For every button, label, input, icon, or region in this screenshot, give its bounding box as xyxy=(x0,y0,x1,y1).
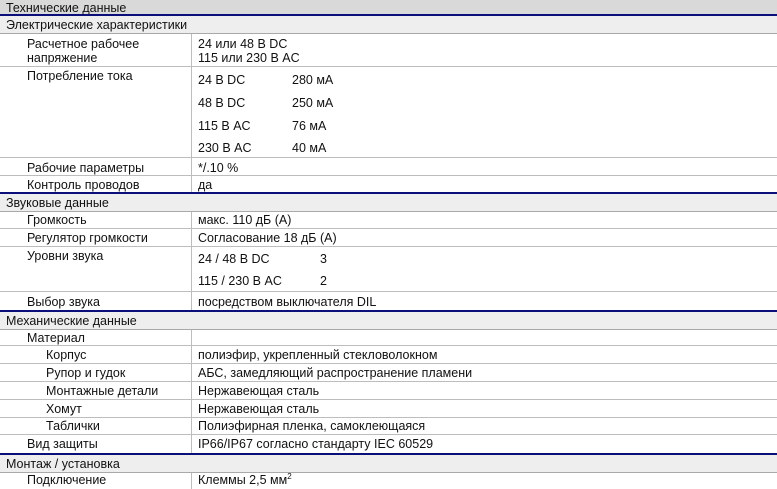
row-divider xyxy=(0,399,777,400)
operating-value: */.10 % xyxy=(198,161,239,175)
current-value: 76 мА xyxy=(292,119,327,133)
section-mechanical xyxy=(0,312,777,330)
section-heading: Звуковые данные xyxy=(6,196,109,210)
row-divider xyxy=(0,417,777,418)
rated-voltage-label: Расчетное рабочее xyxy=(27,37,140,51)
section-heading: Электрические характеристики xyxy=(6,18,188,32)
connection-label: Подключение xyxy=(27,473,107,487)
title-bar xyxy=(0,0,777,16)
row-divider xyxy=(0,434,777,435)
horn-value: АБС, замедляющий распространение пламени xyxy=(198,366,473,380)
row-divider xyxy=(0,291,777,292)
connection-value-text: Клеммы 2,5 мм xyxy=(198,473,288,487)
current-voltage: 48 В DC xyxy=(198,96,246,110)
row-divider xyxy=(0,363,777,364)
rated-voltage-value-2: 115 или 230 В AC xyxy=(198,51,300,65)
mounting-parts-value: Нержавеющая сталь xyxy=(198,384,320,398)
wire-check-value: да xyxy=(198,178,213,192)
section-sound xyxy=(0,194,777,212)
clamp-value: Нержавеющая сталь xyxy=(198,402,320,416)
wire-check-label: Контроль проводов xyxy=(27,178,140,192)
column-divider xyxy=(191,473,192,489)
current-value: 250 мА xyxy=(292,96,334,110)
section-heading: Механические данные xyxy=(6,314,137,328)
row-divider xyxy=(0,175,777,176)
rated-voltage-label-2: напряжение xyxy=(27,51,98,65)
protection-value: IP66/IP67 согласно стандарту IEC 60529 xyxy=(198,437,434,451)
row-divider xyxy=(0,345,777,346)
current-voltage: 230 В AC xyxy=(198,141,252,155)
housing-value: полиэфир, укрепленный стекловолокном xyxy=(198,348,438,362)
clamp-label: Хомут xyxy=(46,402,82,416)
current-label: Потребление тока xyxy=(27,69,133,83)
plates-label: Таблички xyxy=(46,419,100,433)
horn-label: Рупор и гудок xyxy=(46,366,126,380)
section-heading: Монтаж / установка xyxy=(6,457,120,471)
housing-label: Корпус xyxy=(46,348,87,362)
sound-level-count: 2 xyxy=(320,274,327,288)
column-divider xyxy=(191,34,192,192)
sound-level-count: 3 xyxy=(320,252,327,266)
connection-value-superscript: 2 xyxy=(287,472,292,481)
operating-label: Рабочие параметры xyxy=(27,161,145,175)
sound-levels-label: Уровни звука xyxy=(27,249,104,263)
row-divider xyxy=(0,228,777,229)
section-installation xyxy=(0,455,777,473)
volume-value: макс. 110 дБ (A) xyxy=(198,213,292,227)
row-divider xyxy=(0,157,777,158)
plates-value: Полиэфирная пленка, самоклеющаяся xyxy=(198,419,426,433)
mounting-parts-label: Монтажные детали xyxy=(46,384,159,398)
current-value: 40 мА xyxy=(292,141,327,155)
row-divider xyxy=(0,381,777,382)
section-electrical xyxy=(0,16,777,34)
sound-level-voltage: 24 / 48 В DC xyxy=(198,252,270,266)
volume-control-value: Согласование 18 дБ (A) xyxy=(198,231,337,245)
current-value: 280 мА xyxy=(292,73,334,87)
protection-label: Вид защиты xyxy=(27,437,98,451)
volume-control-label: Регулятор громкости xyxy=(27,231,148,245)
row-divider xyxy=(0,66,777,67)
connection-value xyxy=(198,473,292,487)
sound-level-voltage: 115 / 230 В AC xyxy=(198,274,282,288)
current-voltage: 24 В DC xyxy=(198,73,246,87)
sound-selection-label: Выбор звука xyxy=(27,295,100,309)
material-label: Материал xyxy=(27,331,85,345)
page-title: Технические данные xyxy=(6,1,127,15)
rated-voltage-value: 24 или 48 В DC xyxy=(198,37,288,51)
column-divider xyxy=(191,212,192,310)
row-divider xyxy=(0,246,777,247)
volume-label: Громкость xyxy=(27,213,87,227)
sound-selection-value: посредством выключателя DIL xyxy=(198,295,377,309)
current-voltage: 115 В AC xyxy=(198,119,251,133)
